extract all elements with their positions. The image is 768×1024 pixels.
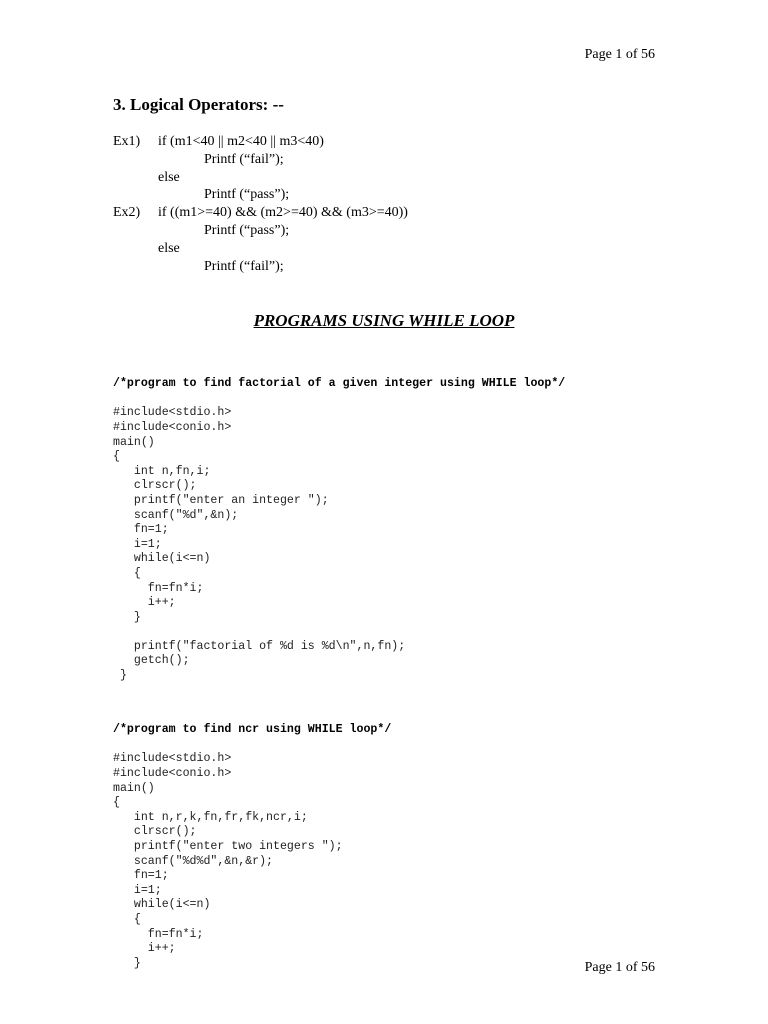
code-line: #include<stdio.h> [113,752,232,766]
code-line: main() [113,781,155,795]
code-line: scanf("%d",&n); [113,508,239,522]
code-line: main() [113,435,155,449]
code-line: i=1; [113,883,162,897]
example-code-text: else [158,169,180,185]
code-line: } [113,669,127,683]
code-line [113,625,565,640]
page-number-footer: Page 1 of 56 [584,960,655,975]
programs-title: PROGRAMS USING WHILE LOOP [253,311,515,330]
code-line: fn=fn*i; [113,927,204,941]
example-code-text: if ((m1>=40) && (m2>=40) && (m3>=40)) [158,205,408,221]
code-line: while(i<=n) [113,552,211,566]
code-line: printf("factorial of %d is %d\n",n,fn); [113,639,406,653]
code-line: { [113,566,141,580]
example-code-text: Printf (“pass”); [204,187,290,203]
code-line: printf("enter two integers "); [113,839,343,853]
code-line: { [113,796,120,810]
code-line: while(i<=n) [113,898,211,912]
code-line: i=1; [113,537,162,551]
code-line: #include<conio.h> [113,766,232,780]
example-code-text: Printf (“fail”); [204,258,284,274]
code-line: { [113,450,120,464]
code-line: int n,r,k,fn,fr,fk,ncr,i; [113,810,308,824]
example-code-text: Printf (“fail”); [204,151,284,167]
code-line: } [113,610,141,624]
code-line: fn=fn*i; [113,581,204,595]
code-line: } [113,956,141,970]
example-code-text: Printf (“pass”); [204,222,290,238]
code-line: fn=1; [113,523,169,537]
code-line: int n,fn,i; [113,464,211,478]
program-ncr-code [113,694,391,971]
example-label: Ex1) [113,134,141,149]
program-comment: /*program to find factorial of a given integer using WHILE loop*/ [113,377,566,391]
example-code-text: if (m1<40 || m2<40 || m3<40) [158,134,324,149]
code-line: i++; [113,596,176,610]
code-line: scanf("%d%d",&n,&r); [113,854,274,868]
code-line: fn=1; [113,869,169,883]
code-line: #include<stdio.h> [113,406,232,420]
code-line: printf("enter an integer "); [113,493,329,507]
code-line: getch(); [113,654,190,668]
section-heading: 3. Logical Operators: -- [113,95,284,114]
example-code-text: else [158,240,180,256]
program-comment: /*program to find ncr using WHILE loop*/ [113,723,392,737]
program-factorial-code [113,348,565,684]
code-line: #include<conio.h> [113,420,232,434]
code-line: clrscr(); [113,825,197,839]
code-line: i++; [113,942,176,956]
page-number-header: Page 1 of 56 [584,47,655,62]
code-line: { [113,912,141,926]
example-label: Ex2) [113,205,141,221]
code-line: clrscr(); [113,479,197,493]
